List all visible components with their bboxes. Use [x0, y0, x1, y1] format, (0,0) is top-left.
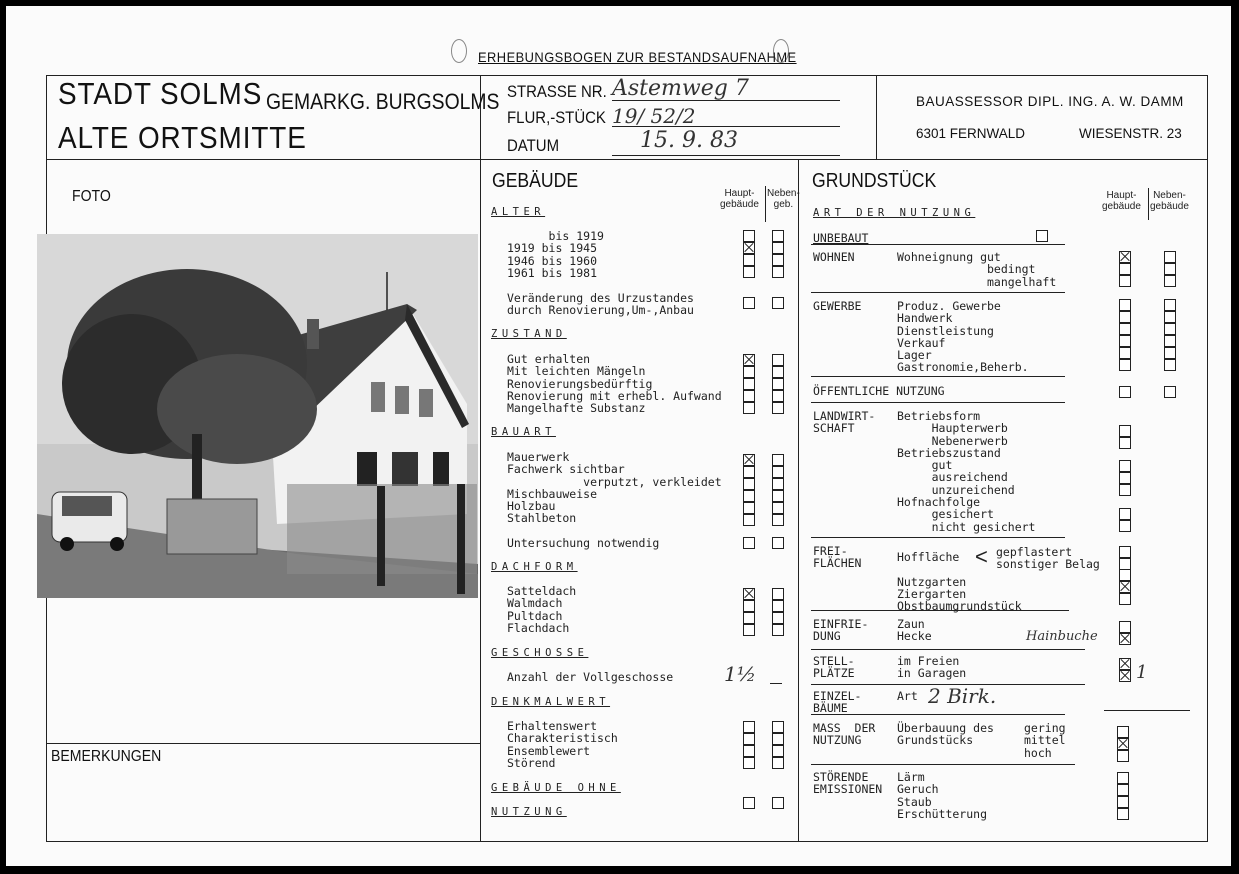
grundstueck-col-haupt: Haupt- gebäude	[1102, 190, 1141, 212]
ohne-nutzung-haupt[interactable]	[743, 797, 755, 809]
landwirtschaft-label: LANDWIRT- SCHAFT	[813, 409, 876, 436]
alter-neben-2[interactable]	[772, 242, 784, 254]
bauart-neben-1[interactable]	[772, 454, 784, 466]
strasse-label: STRASSE NR.	[507, 82, 607, 101]
denkmal-haupt-2[interactable]	[743, 733, 755, 745]
binder-ring-left	[451, 39, 467, 63]
hofflaeche-options: gepflastert sonstiger Belag	[996, 545, 1100, 572]
dachform-heading: DACHFORM	[491, 561, 578, 573]
house-photo	[37, 234, 478, 598]
einfriedung-hecke[interactable]	[1119, 633, 1131, 645]
gebaeude-col-haupt: Haupt- gebäude	[720, 188, 759, 210]
denkmal-neben-3[interactable]	[772, 745, 784, 757]
emission-laerm[interactable]	[1117, 772, 1129, 784]
gebaeude-col-neben: Neben- geb.	[767, 188, 800, 210]
alter-neben-1[interactable]	[772, 230, 784, 242]
zustand-neben-5[interactable]	[772, 402, 784, 414]
bauart-neben-6[interactable]	[772, 514, 784, 526]
oeffentlich-neben[interactable]	[1164, 386, 1176, 398]
geschosse-value: 1½	[724, 662, 757, 686]
grundstueck-title: GRUNDSTÜCK	[812, 170, 937, 192]
hofnachfolge-1[interactable]	[1119, 508, 1131, 520]
gewerbe-haupt-3[interactable]	[1119, 323, 1131, 335]
denkmal-neben-1[interactable]	[772, 721, 784, 733]
alter-neben-3[interactable]	[772, 254, 784, 266]
zustand-neben-4[interactable]	[772, 390, 784, 402]
denkmal-haupt-3[interactable]	[743, 745, 755, 757]
alter-haupt-2[interactable]	[743, 242, 755, 254]
dach-neben-2[interactable]	[772, 600, 784, 612]
gewerbe-neben-6[interactable]	[1164, 359, 1176, 371]
gebaeude-ohne-heading: GEBÄUDE OHNE	[491, 782, 621, 794]
veraenderung-neben[interactable]	[772, 297, 784, 309]
hofnachfolge-2[interactable]	[1119, 520, 1131, 532]
freiflaechen-options: Hoffläche Nutzgarten Ziergarten Obstbaumgrundstück	[897, 550, 1022, 614]
dach-neben-1[interactable]	[772, 588, 784, 600]
einfriedung-note: Hainbuche	[1026, 629, 1098, 644]
alter-heading: ALTER	[491, 206, 546, 218]
gewerbe-haupt-6[interactable]	[1119, 359, 1131, 371]
wohnen-neben-2[interactable]	[1164, 263, 1176, 275]
gewerbe-haupt-4[interactable]	[1119, 335, 1131, 347]
bauart-haupt-5[interactable]	[743, 502, 755, 514]
zustand-haupt-2[interactable]	[743, 366, 755, 378]
stoerende-emissionen-options: Lärm Geruch Staub Erschütterung	[897, 770, 988, 821]
dach-haupt-1[interactable]	[743, 588, 755, 600]
dach-neben-3[interactable]	[772, 612, 784, 624]
city-name: STADT SOLMS	[58, 76, 263, 111]
flur-value: 19/ 52/2	[612, 104, 696, 128]
form-title: ERHEBUNGSBOGEN ZUR BESTANDSAUFNAHME	[478, 49, 797, 65]
dach-haupt-4[interactable]	[743, 624, 755, 636]
geschosse-label: Anzahl der Vollgeschosse	[507, 670, 674, 684]
alter-neben-4[interactable]	[772, 266, 784, 278]
gewerbe-neben-1[interactable]	[1164, 299, 1176, 311]
stellplaetze-label: STELL- PLÄTZE	[813, 654, 855, 681]
hofflaeche-brace: <	[975, 544, 988, 569]
mass-gering[interactable]	[1117, 726, 1129, 738]
dachform-items: Satteldach Walmdach Pultdach Flachdach	[507, 584, 577, 635]
landwirtschaft-zustand-1[interactable]	[1119, 460, 1131, 472]
frei-hof-1[interactable]	[1119, 546, 1131, 558]
gewerbe-options: Produz. Gewerbe Handwerk Dienstleistung Verkauf Lager Gastronomie,Beherb.	[897, 299, 1029, 375]
stell-freien[interactable]	[1119, 658, 1131, 670]
gewerbe-haupt-2[interactable]	[1119, 311, 1131, 323]
bauart-neben-4[interactable]	[772, 490, 784, 502]
bauart-haupt-2[interactable]	[743, 466, 755, 478]
flur-label: FLUR,-STÜCK	[507, 108, 606, 127]
datum-value: 15. 9. 83	[640, 128, 738, 153]
art-der-nutzung-heading: ART DER NUTZUNG	[813, 207, 976, 219]
wohnen-neben-3[interactable]	[1164, 275, 1176, 287]
gebaeude-title: GEBÄUDE	[492, 170, 579, 192]
zustand-haupt-3[interactable]	[743, 378, 755, 390]
veraenderung: Veränderung des Urzustandes durch Renovierung,Um-,Anbau	[507, 291, 694, 318]
einfriedung-label: EINFRIE- DUNG	[813, 617, 869, 644]
wohnen-label: WOHNEN	[813, 250, 855, 264]
zustand-heading: ZUSTAND	[491, 328, 567, 340]
gewerbe-neben-3[interactable]	[1164, 323, 1176, 335]
stoerende-emissionen-label: STÖRENDE EMISSIONEN	[813, 770, 883, 797]
alter-haupt-4[interactable]	[743, 266, 755, 278]
untersuchung-haupt[interactable]	[743, 537, 755, 549]
frei-nutzgarten[interactable]	[1119, 569, 1131, 581]
stell-garagen[interactable]	[1119, 670, 1131, 682]
unbebaut-checkbox[interactable]	[1036, 230, 1048, 242]
mass-hoch[interactable]	[1117, 750, 1129, 762]
frei-obstbaum[interactable]	[1119, 593, 1131, 605]
landwirtschaft-zustand-3[interactable]	[1119, 484, 1131, 496]
gewerbe-neben-4[interactable]	[1164, 335, 1176, 347]
ohne-nutzung-neben[interactable]	[772, 797, 784, 809]
emission-staub[interactable]	[1117, 796, 1129, 808]
freiflaechen-label: FREI- FLÄCHEN	[813, 544, 862, 571]
gewerbe-neben-5[interactable]	[1164, 347, 1176, 359]
mass-der-nutzung-text: Überbauung des Grundstücks	[897, 721, 994, 748]
author-street: WIESENSTR. 23	[1079, 126, 1182, 141]
mass-der-nutzung-options: gering mittel hoch	[1024, 721, 1066, 760]
wohnen-haupt-2[interactable]	[1119, 263, 1131, 275]
oeffentlich-haupt[interactable]	[1119, 386, 1131, 398]
alter-items: bis 1919 1919 bis 1945 1946 bis 1960 1961 bis 1981	[507, 229, 604, 280]
denkmal-haupt-4[interactable]	[743, 757, 755, 769]
einfriedung-options: Zaun Hecke	[897, 617, 932, 644]
gewerbe-label: GEWERBE	[813, 299, 862, 313]
author-address: 6301 FERNWALD	[916, 126, 1026, 141]
einzelbaeume-art: Art	[897, 689, 918, 703]
denkmal-haupt-1[interactable]	[743, 721, 755, 733]
mass-mittel[interactable]	[1117, 738, 1129, 750]
dach-haupt-3[interactable]	[743, 612, 755, 624]
wohnen-haupt-3[interactable]	[1119, 275, 1131, 287]
dach-haupt-2[interactable]	[743, 600, 755, 612]
denkmal-items: Erhaltenswert Charakteristisch Ensemblewert Störend	[507, 719, 618, 770]
einfriedung-zaun[interactable]	[1119, 621, 1131, 633]
einzelbaeume-label: EINZEL- BÄUME	[813, 689, 862, 716]
bauart-haupt-3[interactable]	[743, 478, 755, 490]
wohnen-options: Wohneignung gut bedingt mangelhaft	[897, 250, 1057, 289]
zustand-items: Gut erhalten Mit leichten Mängeln Renovierungsbedürftig Renovierung mit erhebl. Aufwand Mangelhafte Substanz	[507, 352, 722, 416]
datum-label: DATUM	[507, 136, 560, 155]
zustand-neben-2[interactable]	[772, 366, 784, 378]
bemerkungen-label: BEMERKUNGEN	[51, 748, 162, 765]
untersuchung: Untersuchung notwendig	[507, 536, 660, 550]
emission-geruch[interactable]	[1117, 784, 1129, 796]
gewerbe-haupt-5[interactable]	[1119, 347, 1131, 359]
oeffentliche-nutzung: ÖFFENTLICHE NUTZUNG	[813, 384, 945, 398]
bauart-haupt-1[interactable]	[743, 454, 755, 466]
alter-haupt-3[interactable]	[743, 254, 755, 266]
zustand-neben-1[interactable]	[772, 354, 784, 366]
stellplaetze-options: im Freien in Garagen	[897, 654, 967, 681]
dach-neben-4[interactable]	[772, 624, 784, 636]
mass-der-nutzung-label: MASS DER NUTZUNG	[813, 721, 876, 748]
gemarkung: GEMARKG. BURGSOLMS	[266, 89, 500, 114]
einzelbaeume-value: 2 Birk.	[928, 684, 997, 708]
unbebaut: UNBEBAUT	[813, 231, 869, 245]
zustand-haupt-1[interactable]	[743, 354, 755, 366]
grundstueck-col-neben: Neben- gebäude	[1150, 190, 1189, 212]
bauart-items: Mauerwerk Fachwerk sichtbar verputzt, verkleidet Mischbauweise Holzbau Stahlbeton	[507, 450, 722, 526]
emission-erschuetterung[interactable]	[1117, 808, 1129, 820]
zustand-haupt-5[interactable]	[743, 402, 755, 414]
denkmal-neben-4[interactable]	[772, 757, 784, 769]
untersuchung-neben[interactable]	[772, 537, 784, 549]
frei-ziergarten[interactable]	[1119, 581, 1131, 593]
geschosse-heading: GESCHOSSE	[491, 647, 589, 659]
foto-label: FOTO	[72, 188, 111, 205]
landwirtschaft-options: Betriebsform Haupterwerb Nebenerwerb Betriebszustand gut ausreichend unzureichend Hofnachfolge gesichert nicht gesichert	[897, 409, 1036, 534]
bauart-haupt-4[interactable]	[743, 490, 755, 502]
landwirtschaft-zustand-2[interactable]	[1119, 472, 1131, 484]
gewerbe-haupt-1[interactable]	[1119, 299, 1131, 311]
bauart-neben-2[interactable]	[772, 466, 784, 478]
zustand-neben-3[interactable]	[772, 378, 784, 390]
bauart-heading: BAUART	[491, 426, 556, 438]
nutzung-heading: NUTZUNG	[491, 806, 567, 818]
alter-haupt-1[interactable]	[743, 230, 755, 242]
landwirtschaft-hauptneben-2[interactable]	[1119, 437, 1131, 449]
area-name: ALTE ORTSMITTE	[58, 120, 307, 155]
zustand-haupt-4[interactable]	[743, 390, 755, 402]
denkmal-heading: DENKMALWERT	[491, 696, 611, 708]
landwirtschaft-hauptneben-1[interactable]	[1119, 425, 1131, 437]
stellplaetze-note: 1	[1136, 662, 1148, 683]
veraenderung-haupt[interactable]	[743, 297, 755, 309]
bauart-haupt-6[interactable]	[743, 514, 755, 526]
wohnen-neben-1[interactable]	[1164, 251, 1176, 263]
bauart-neben-3[interactable]	[772, 478, 784, 490]
wohnen-haupt-1[interactable]	[1119, 251, 1131, 263]
strasse-value: Astemweg 7	[612, 76, 749, 101]
gewerbe-neben-2[interactable]	[1164, 311, 1176, 323]
author-line: BAUASSESSOR DIPL. ING. A. W. DAMM	[916, 94, 1184, 109]
denkmal-neben-2[interactable]	[772, 733, 784, 745]
bauart-neben-5[interactable]	[772, 502, 784, 514]
